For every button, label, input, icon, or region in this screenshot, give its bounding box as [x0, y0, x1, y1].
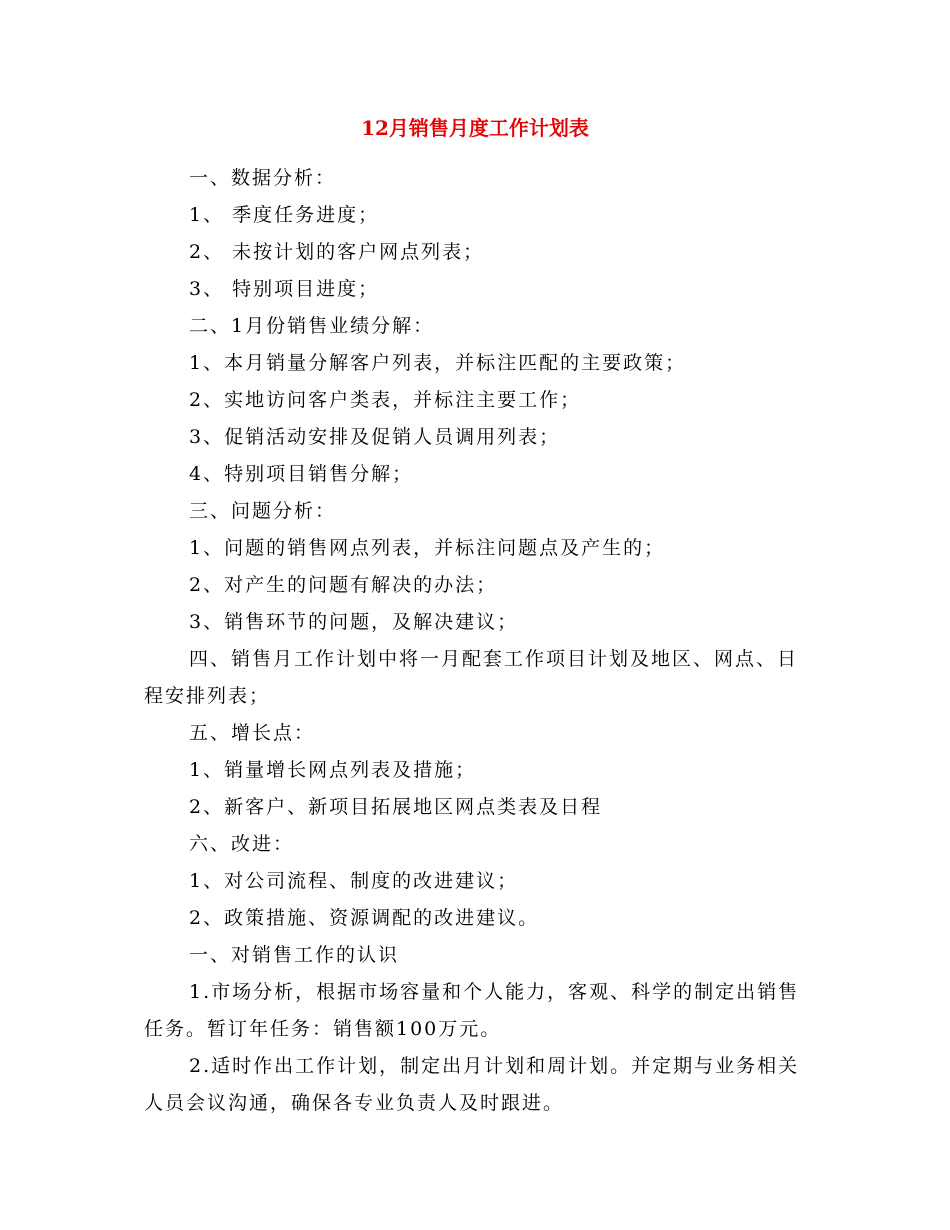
list-item: 1、 季度任务进度； [189, 204, 380, 226]
section-heading-improvement: 六、改进： [189, 833, 295, 855]
section-heading-growth: 五、增长点： [189, 722, 316, 744]
paragraph-market-analysis: 1.市场分析，根据市场容量和个人能力，客观、科学的制定出销售任务。暂订年任务：销售额100万元。 [144, 981, 800, 1040]
section-heading-sales-breakdown: 二、1月份销售业绩分解： [189, 315, 435, 337]
section-heading-problem-analysis: 三、问题分析： [189, 500, 337, 522]
list-item: 4、特别项目销售分解； [189, 463, 414, 485]
section-paragraph-monthly-plan: 四、销售月工作计划中将一月配套工作项目计划及地区、网点、日程安排列表； [144, 648, 799, 707]
document-body [144, 160, 804, 1122]
list-item: 1、对公司流程、制度的改进建议； [189, 870, 519, 892]
list-item: 3、 特别项目进度； [189, 278, 380, 300]
list-item: 2、新客户、新项目拓展地区网点类表及日程 [189, 796, 603, 818]
paragraph-work-plan: 2.适时作出工作计划，制定出月计划和周计划。并定期与业务相关人员会议沟通，确保各专业负责人及时跟进。 [144, 1055, 800, 1114]
list-item: 2、对产生的问题有解决的办法； [189, 574, 498, 596]
list-item: 2、 未按计划的客户网点列表； [189, 241, 485, 263]
list-item: 2、实地访问客户类表，并标注主要工作； [189, 389, 582, 411]
section-heading-data-analysis: 一、数据分析： [189, 167, 337, 189]
list-item: 3、销售环节的问题，及解决建议； [189, 611, 519, 633]
list-item: 1、本月销量分解客户列表，并标注匹配的主要政策； [189, 352, 687, 374]
list-item: 3、促销活动安排及促销人员调用列表； [189, 426, 561, 448]
list-item: 1、销量增长网点列表及措施； [189, 759, 477, 781]
list-item: 1、问题的销售网点列表，并标注问题点及产生的； [189, 537, 666, 559]
document-title: 12月销售月度工作计划表 [361, 116, 589, 140]
section-heading-understanding: 一、对销售工作的认识 [189, 944, 400, 966]
list-item: 2、政策措施、资源调配的改进建议。 [189, 907, 540, 929]
